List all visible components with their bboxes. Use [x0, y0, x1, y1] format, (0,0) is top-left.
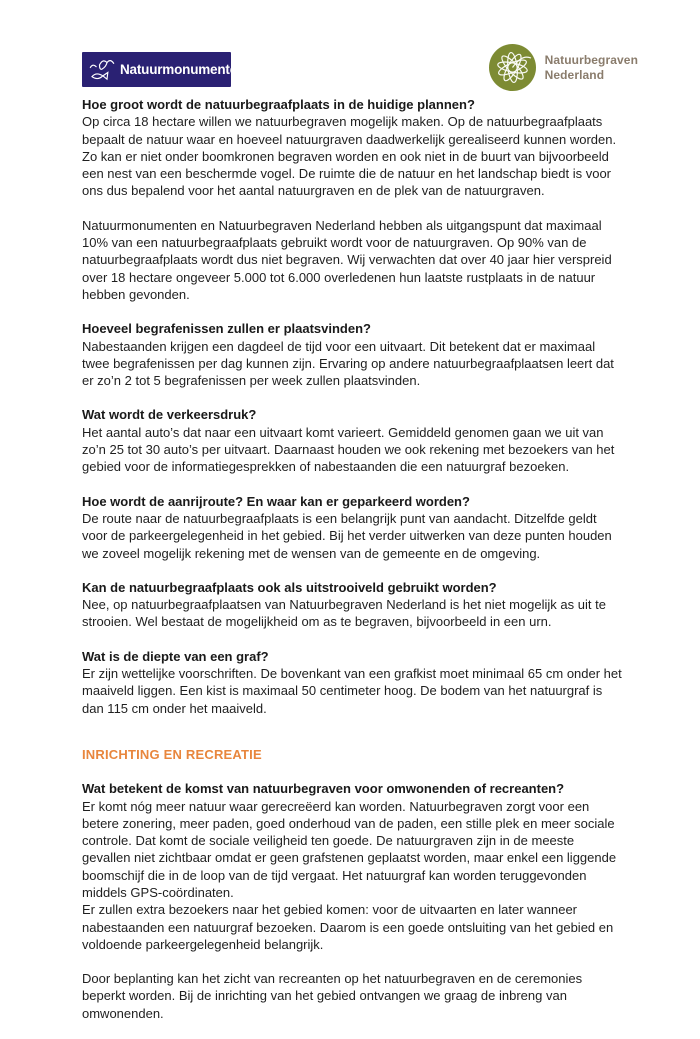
answer-paragraph: Er zijn wettelijke voorschriften. De bovenkant van een grafkist moet minimaal 65 cm onder het maaiveld liggen. Een kist is maximaal 50 centimeter hoog. De bodem van het natuurgraf is dan 115 cm onder het maaiveld.	[82, 666, 622, 716]
answer-paragraph: Nee, op natuurbegraafplaatsen van Natuurbegraven Nederland is het niet mogelijk as uit te strooien. Wel bestaat de mogelijkheid om as te begraven, bijvoorbeeld in een urn.	[82, 597, 606, 630]
document-body	[82, 96, 622, 1039]
answer-paragraph: Het aantal auto’s dat naar een uitvaart komt varieert. Gemiddeld genomen gaan we uit van zo’n 25 tot 30 auto’s per uitvaart. Daarnaast houden we ook rekening met bezoekers van het gebied voor de informatiegesprekken of nabestaanden die een natuurgraf bezoeken.	[82, 424, 615, 475]
answer-paragraph: Er komt nóg meer natuur waar gerecreëerd kan worden. Natuurbegraven zorgt voor een betere zonering, meer paden, goed onderhoud van de paden, een stille plek en meer sociale controle. Dat komt de sociale veiligheid ten goede. De natuurgraven zijn in de meeste gevallen niet zichtbaar omdat er geen grafstenen geplaatst worden, maar enkel een liggende boomschijf die in de loop van de tijd vergaat. Het natuurgraf kan worden teruggevonden middels GPS-coördinaten.	[82, 798, 617, 900]
question-heading: Hoe groot wordt de natuurbegraafplaats in de huidige plannen?	[82, 97, 475, 112]
question-heading: Wat wordt de verkeersdruk?	[82, 407, 257, 423]
question-heading: Kan de natuurbegraafplaats ook als uitstrooiveld gebruikt worden?	[82, 579, 497, 595]
natuurbegraven-logo	[489, 44, 638, 91]
paragraph-block-10-percent	[82, 217, 622, 303]
question-heading: Hoe wordt de aanrijroute? En waar kan er geparkeerd worden?	[82, 493, 470, 509]
qa-block-funerals	[82, 320, 622, 389]
paragraph-block-planting	[82, 970, 622, 1022]
answer-paragraph: De route naar de natuurbegraafplaats is een belangrijk punt van aandacht. Ditzelfde geldt voor de parkeergelegenheid in het gebied. Bij het verder uitwerken van deze punten houden we zoveel mogelijk rekening met de wensen van de gemeente en de omgeving.	[82, 510, 612, 561]
natuurbegraven-logo-line2: Nederland	[544, 67, 605, 82]
answer-paragraph: Nabestaanden krijgen een dagdeel de tijd voor een uitvaart. Dit betekent dat er maximaal twee begrafenissen per dag kunnen zijn. Ervaring op andere natuurbegraafplaatsen leert dat er zo’n 2 tot 5 begrafenissen per week zullen plaatsvinden.	[82, 338, 614, 389]
header	[82, 44, 638, 91]
qa-block-route-parking	[82, 493, 622, 562]
question-heading: Wat is de diepte van een graf?	[82, 648, 269, 664]
paragraph: Door beplanting kan het zicht van recreanten op het natuurbegraven en de ceremonies beperkt worden. Bij de inrichting van het gebied ontvangen we graag de inbreng van omwonenden.	[82, 971, 583, 1021]
paragraph: Natuurmonumenten en Natuurbegraven Nederland hebben als uitgangspunt dat maximaal 10% van een natuurbegraafplaats gebruikt wordt voor de natuurgraven. Op 90% van de natuurbegraafplaats wordt dus niet begraven. Wij verwachten dat over 40 jaar hier verspreid over 18 hectare ongeveer 5.000 tot 6.000 overledenen hun laatste rustplaats in de natuur hebben gevonden.	[82, 217, 612, 302]
qa-block-size-plans	[82, 96, 622, 200]
bird-and-fish-icon	[87, 56, 117, 84]
answer-paragraph: Op circa 18 hectare willen we natuurbegraven mogelijk maken. Op de natuurbegraafplaats bepaalt de natuur waar en hoeveel natuurgraven daadwerkelijk gerealiseerd kunnen worden. Zo kan er niet onder boomkronen begraven worden en ook niet in de buurt van bijvoorbeeld een nest van een beschermde vogel. De ruimte die de natuur en het landschap biedt is voor ons dus bepalend voor het aantal natuurgraven en de plek van de natuurgraven.	[82, 114, 617, 199]
natuurmonumenten-logo	[82, 52, 246, 87]
natuurmonumenten-logo-label: Natuurmonumenten	[120, 62, 246, 77]
natuurbegraven-logo-label	[545, 53, 638, 82]
section-heading-inrichting-en-recreatie: INRICHTING EN RECREATIE	[82, 746, 262, 762]
qa-block-grave-depth	[82, 648, 622, 717]
flower-circle-icon	[489, 44, 536, 91]
qa-block-ash-scattering	[82, 579, 622, 631]
question-heading: Hoeveel begrafenissen zullen er plaatsvinden?	[82, 321, 371, 337]
answer-paragraph: Er zullen extra bezoekers naar het gebied komen: voor de uitvaarten en later wanneer nabestaanden een natuurgraf bezoeken. Daarom is een goede ontsluiting van het gebied en voldoende parkeergelegenheid belangrijk.	[82, 902, 614, 952]
question-heading: Wat betekent de komst van natuurbegraven voor omwonenden of recreanten?	[82, 781, 565, 797]
natuurbegraven-logo-line1: Natuurbegraven	[544, 53, 638, 67]
qa-block-traffic	[82, 406, 622, 475]
qa-block-residents-recreation	[82, 780, 622, 953]
